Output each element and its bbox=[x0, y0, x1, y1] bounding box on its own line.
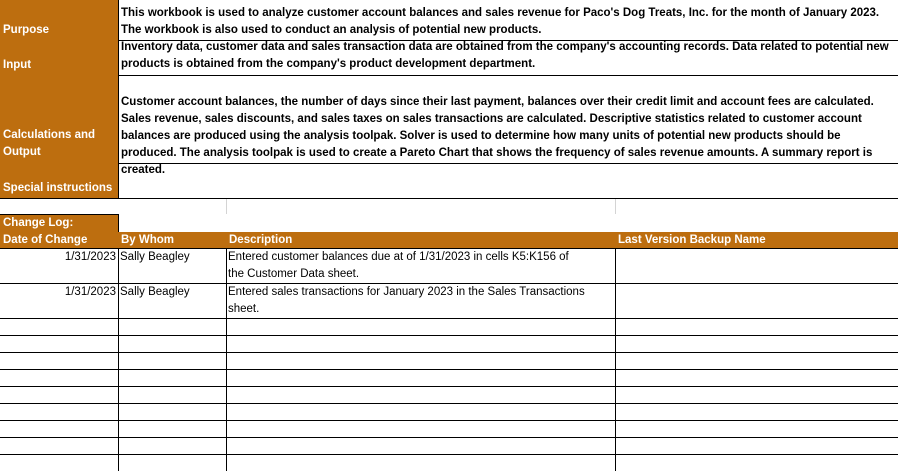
col-header-by[interactable] bbox=[118, 232, 226, 248]
table-border bbox=[0, 283, 898, 284]
purpose-text-cell[interactable] bbox=[118, 4, 898, 40]
table-border bbox=[0, 335, 898, 336]
row-date: 1/31/2023 bbox=[64, 251, 116, 263]
table-col-border bbox=[226, 248, 227, 471]
calc-label-line1: Calculations and bbox=[3, 129, 96, 141]
table-col-border bbox=[615, 248, 616, 471]
info-border bbox=[118, 40, 898, 41]
table-row-1-backup[interactable] bbox=[615, 249, 898, 283]
col-header-by-label: By Whom bbox=[121, 234, 175, 246]
table-border bbox=[0, 352, 898, 353]
table-border bbox=[0, 437, 898, 438]
row-date: 1/31/2023 bbox=[64, 286, 116, 298]
gridline bbox=[226, 199, 227, 214]
calc-label-cell[interactable] bbox=[0, 75, 118, 163]
table-border bbox=[0, 454, 898, 455]
table-col-border bbox=[118, 248, 119, 471]
purpose-label: Purpose bbox=[3, 24, 50, 36]
row-desc-line2: the Customer Data sheet. bbox=[228, 268, 360, 280]
calc-label bbox=[3, 127, 95, 161]
gridline bbox=[615, 199, 616, 214]
purpose-label-cell[interactable] bbox=[0, 0, 118, 40]
change-log-header-row bbox=[0, 232, 898, 248]
input-text-cell[interactable] bbox=[118, 38, 898, 75]
input-text: Inventory data, customer data and sales transaction data are obtained from the company's accounting records. Data related to potential new products is obtained from the company's product development department. bbox=[121, 41, 889, 70]
change-log-title: Change Log: bbox=[3, 217, 74, 229]
table-row-2-description[interactable] bbox=[226, 284, 615, 318]
info-border bbox=[118, 163, 898, 164]
table-row-1-date[interactable] bbox=[0, 249, 118, 283]
special-label-cell[interactable] bbox=[0, 163, 118, 198]
col-header-description-label: Description bbox=[229, 234, 293, 246]
row-desc-line1: Entered customer balances due at of 1/31/2023 in cells K5:K156 of bbox=[228, 251, 569, 263]
calc-text: Customer account balances, the number of days since their last payment, balances over their credit limit and account fees are calculated. Sales revenue, sales discounts, and sales taxes on sales transactions are calculated. Descriptive statistics related to customer account balances are produced using the analysis toolpak. Solver is used to determine how many units of potential new products should be produced. The analysis toolpak is used to create a Pareto Chart that shows the frequency of sales revenue amounts. A summary report is created. bbox=[121, 96, 874, 176]
table-border bbox=[0, 403, 898, 404]
calc-text-cell[interactable] bbox=[118, 93, 898, 176]
info-divider bbox=[118, 0, 119, 198]
table-row-1-description[interactable] bbox=[226, 249, 615, 283]
col-header-date[interactable] bbox=[0, 232, 118, 248]
table-row-2-backup[interactable] bbox=[615, 284, 898, 318]
table-border bbox=[0, 386, 898, 387]
special-label: Special instructions bbox=[3, 182, 113, 194]
row-by: Sally Beagley bbox=[120, 286, 190, 298]
row-desc-line2: sheet. bbox=[228, 303, 260, 315]
purpose-text: This workbook is used to analyze customer account balances and sales revenue for Paco's Dog Treats, Inc. for the month of January 2023. The workbook is also used to conduct an analysis of potential new products. bbox=[121, 7, 880, 36]
col-header-date-label: Date of Change bbox=[3, 234, 88, 246]
table-border bbox=[0, 420, 898, 421]
special-text-cell[interactable] bbox=[118, 163, 898, 198]
change-log-border bbox=[0, 214, 118, 215]
row-desc-line1: Entered sales transactions for January 2023 in the Sales Transactions bbox=[228, 286, 585, 298]
change-log-title-cell[interactable] bbox=[0, 215, 118, 232]
col-header-description[interactable] bbox=[226, 232, 615, 248]
input-label-cell[interactable] bbox=[0, 40, 118, 75]
info-border bbox=[0, 198, 898, 199]
col-header-backup[interactable] bbox=[615, 232, 898, 248]
table-border bbox=[0, 318, 898, 319]
input-label: Input bbox=[3, 59, 32, 71]
table-row-2-date[interactable] bbox=[0, 284, 118, 318]
change-log-border bbox=[118, 214, 119, 232]
calc-label-line2: Output bbox=[3, 146, 41, 158]
table-row-2-by[interactable] bbox=[118, 284, 226, 318]
table-row-1-by[interactable] bbox=[118, 249, 226, 283]
col-header-backup-label: Last Version Backup Name bbox=[618, 234, 766, 246]
row-by: Sally Beagley bbox=[120, 251, 190, 263]
table-border bbox=[0, 369, 898, 370]
info-border bbox=[118, 75, 898, 76]
table-border bbox=[0, 248, 898, 249]
